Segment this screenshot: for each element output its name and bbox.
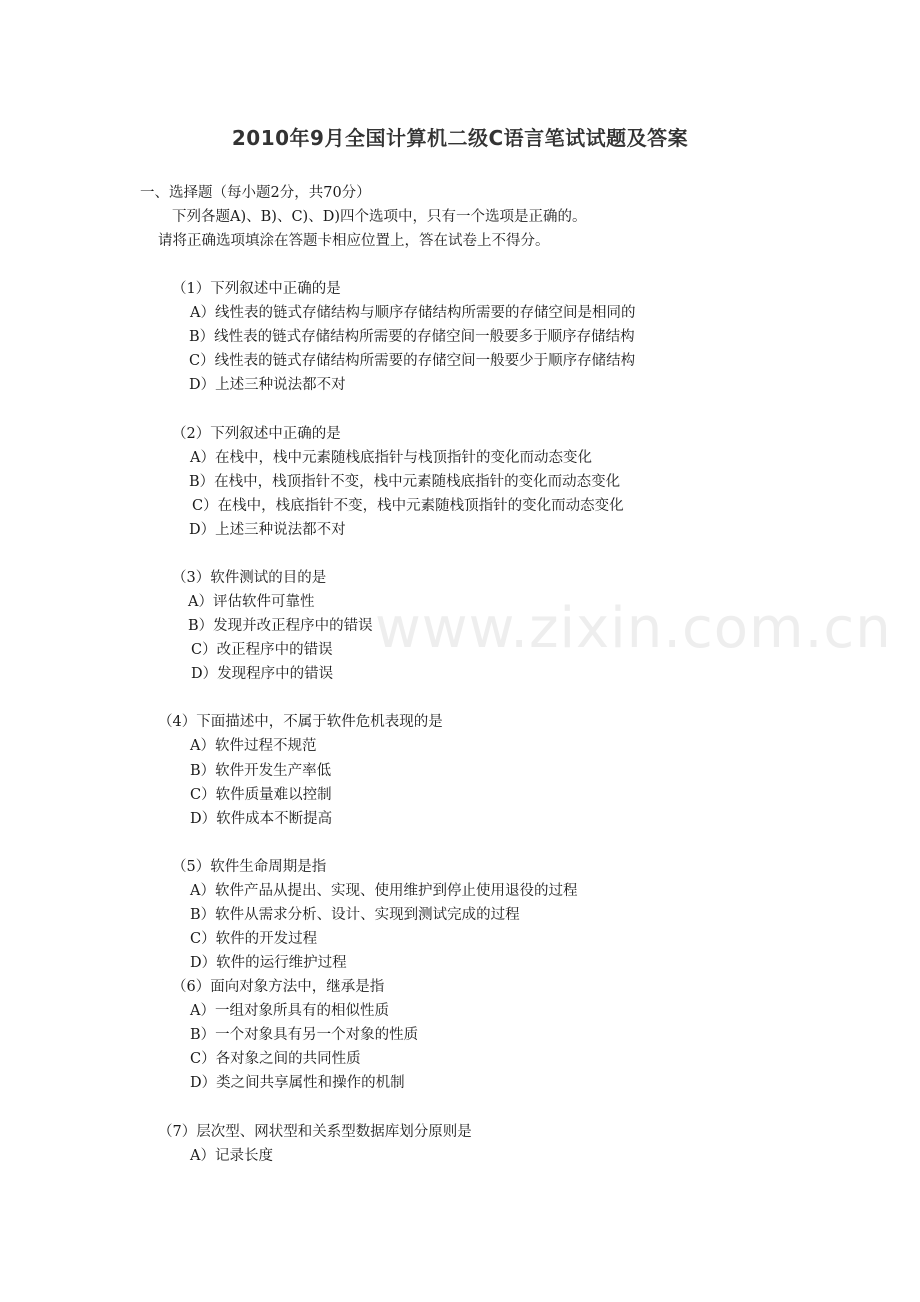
- question-stem: （2）下列叙述中正确的是: [172, 426, 341, 442]
- question-option: B）发现并改正程序中的错误: [188, 618, 373, 634]
- question-option: A）线性表的链式存储结构与顺序存储结构所需要的存储空间是相同的: [190, 305, 636, 321]
- question-stem: （1）下列叙述中正确的是: [172, 281, 341, 297]
- question-option: C）在栈中，栈底指针不变，栈中元素随栈顶指针的变化而动态变化: [192, 498, 624, 514]
- question-option: C）软件质量难以控制: [190, 787, 332, 803]
- question-option: B）线性表的链式存储结构所需要的存储空间一般要多于顺序存储结构: [189, 329, 635, 345]
- question-stem: （7）层次型、网状型和关系型数据库划分原则是: [158, 1124, 472, 1140]
- question-option: D）发现程序中的错误: [191, 666, 334, 682]
- instruction-line-1: 下列各题A)、B)、C)、D)四个选项中，只有一个选项是正确的。: [172, 209, 587, 225]
- question-stem: （3）软件测试的目的是: [172, 570, 327, 586]
- question-option: C）线性表的链式存储结构所需要的存储空间一般要少于顺序存储结构: [189, 353, 636, 369]
- section-heading: 一、选择题（每小题2分，共70分）: [140, 185, 371, 201]
- question-option: A）评估软件可靠性: [188, 594, 315, 610]
- question-option: B）一个对象具有另一个对象的性质: [190, 1027, 419, 1043]
- question-option: A）在栈中，栈中元素随栈底指针与栈顶指针的变化而动态变化: [190, 450, 592, 466]
- watermark: www.zixin.com.cn: [375, 596, 892, 661]
- question-option: A）一组对象所具有的相似性质: [190, 1003, 389, 1019]
- question-option: C）各对象之间的共同性质: [190, 1051, 361, 1067]
- question-option: A）软件产品从提出、实现、使用维护到停止使用退役的过程: [190, 883, 578, 899]
- question-option: D）软件成本不断提高: [190, 811, 333, 827]
- question-option: B）软件开发生产率低: [190, 763, 332, 779]
- question-option: C）改正程序中的错误: [191, 642, 333, 658]
- question-option: D）类之间共享属性和操作的机制: [190, 1075, 405, 1091]
- question-option: A）记录长度: [190, 1148, 273, 1164]
- instruction-line-2: 请将正确选项填涂在答题卡相应位置上，答在试卷上不得分。: [158, 233, 550, 249]
- document-title: 2010年9月全国计算机二级C语言笔试试题及答案: [231, 126, 689, 150]
- question-stem: （4）下面描述中，不属于软件危机表现的是: [158, 714, 443, 730]
- question-option: B）在栈中，栈顶指针不变，栈中元素随栈底指针的变化而动态变化: [189, 474, 621, 490]
- question-option: D）软件的运行维护过程: [190, 955, 347, 971]
- question-stem: （6）面向对象方法中，继承是指: [172, 979, 385, 995]
- question-option: D）上述三种说法都不对: [189, 377, 346, 393]
- question-option: A）软件过程不规范: [190, 738, 317, 754]
- question-stem: （5）软件生命周期是指: [172, 859, 327, 875]
- question-option: B）软件从需求分析、设计、实现到测试完成的过程: [190, 907, 520, 923]
- question-option: D）上述三种说法都不对: [189, 522, 346, 538]
- question-option: C）软件的开发过程: [190, 931, 318, 947]
